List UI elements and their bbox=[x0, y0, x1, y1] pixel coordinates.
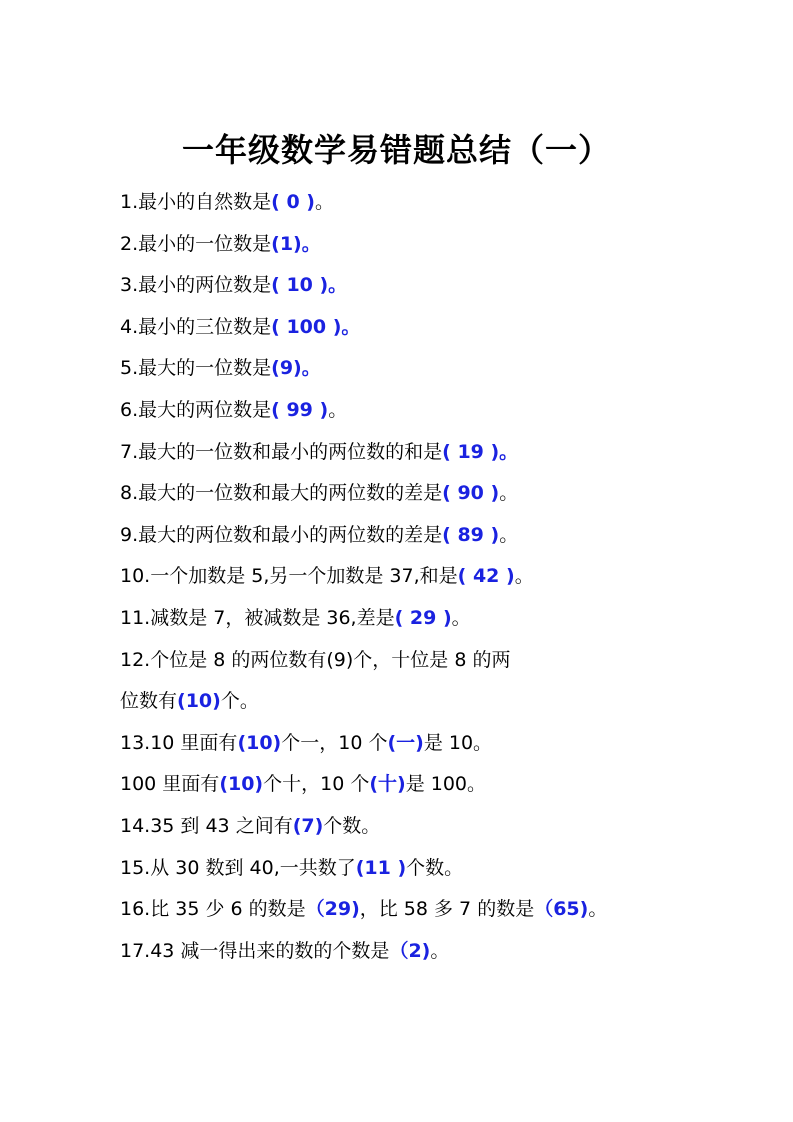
question-line bbox=[120, 432, 760, 474]
question-text: 。 bbox=[430, 939, 450, 962]
question-text: 2.最小的一位数是 bbox=[120, 232, 272, 255]
question-text: 13.10 里面有 bbox=[120, 731, 238, 754]
question-line bbox=[120, 806, 760, 848]
question-text: 位数有 bbox=[120, 690, 178, 713]
question-line bbox=[120, 307, 760, 349]
question-text: 17.43 减一得出来的数的个数是 bbox=[120, 939, 390, 962]
question-text: 14.35 到 43 之间有 bbox=[120, 814, 293, 837]
question-line bbox=[120, 182, 760, 224]
answer-text: (十) bbox=[369, 773, 406, 796]
answer-text: ( 90 ) bbox=[442, 482, 500, 505]
question-text: 3.最小的两位数是 bbox=[120, 274, 272, 297]
question-text: 。 bbox=[499, 482, 519, 505]
question-text: 。 bbox=[314, 191, 334, 213]
question-text: 。 bbox=[328, 398, 348, 421]
question-text: 6.最大的两位数是 bbox=[120, 398, 272, 421]
question-text: 。 bbox=[514, 565, 534, 588]
question-line bbox=[120, 848, 760, 890]
question-text: 8.最大的一位数和最大的两位数的差是 bbox=[120, 482, 443, 505]
answer-text: ( 89 ) bbox=[442, 523, 500, 546]
question-text: 个数。 bbox=[406, 856, 464, 879]
question-text: 11.减数是 7，被减数是 36,差是 bbox=[120, 606, 395, 629]
question-text: 10.一个加数是 5,另一个加数是 37,和是 bbox=[120, 565, 458, 588]
answer-text: (10) bbox=[219, 773, 264, 796]
question-text: 4.最小的三位数是 bbox=[120, 315, 272, 338]
question-line bbox=[120, 224, 760, 266]
question-text: 7.最大的一位数和最小的两位数的和是 bbox=[120, 440, 443, 463]
question-text: 个一，10 个 bbox=[281, 731, 388, 754]
answer-text: （2) bbox=[389, 939, 431, 962]
question-line bbox=[120, 265, 760, 307]
answer-text: （65) bbox=[534, 898, 589, 921]
question-text: 15.从 30 数到 40,一共数了 bbox=[120, 856, 356, 879]
question-text: 个。 bbox=[220, 690, 259, 713]
question-text: ，比 58 多 7 的数是 bbox=[359, 898, 535, 921]
question-text: 100 里面有 bbox=[120, 773, 220, 796]
question-line bbox=[120, 889, 760, 931]
question-line bbox=[120, 723, 760, 765]
question-line bbox=[120, 348, 760, 390]
answer-text: (一) bbox=[387, 731, 424, 754]
answer-text: (7) bbox=[292, 814, 324, 837]
question-line bbox=[120, 473, 760, 515]
answer-text: ( 100 )。 bbox=[271, 315, 361, 338]
question-text: 1.最小的自然数是 bbox=[120, 191, 272, 213]
question-line bbox=[120, 598, 760, 640]
answer-text: ( 19 )。 bbox=[442, 440, 519, 463]
answer-text: ( 42 ) bbox=[457, 565, 515, 588]
question-line bbox=[120, 556, 760, 598]
question-line bbox=[120, 764, 760, 806]
answer-text: (10) bbox=[237, 731, 282, 754]
question-text: 是 10。 bbox=[423, 731, 493, 754]
question-text: 个十，10 个 bbox=[263, 773, 370, 796]
question-text: 5.最大的一位数是 bbox=[120, 357, 272, 380]
question-line bbox=[120, 931, 760, 973]
question-text: 是 100。 bbox=[405, 773, 487, 796]
answer-text: ( 10 )。 bbox=[271, 274, 348, 297]
answer-text: ( 99 ) bbox=[271, 398, 329, 421]
question-text: 个数。 bbox=[323, 814, 381, 837]
answer-text: ( 29 ) bbox=[394, 606, 452, 629]
answer-text: ( 0 ) bbox=[271, 191, 315, 213]
question-list bbox=[120, 182, 760, 972]
answer-text: (9)。 bbox=[271, 357, 321, 380]
page-title: 一年级数学易错题总结（一） bbox=[181, 131, 611, 169]
question-text: 。 bbox=[499, 523, 519, 546]
answer-text: （29) bbox=[305, 898, 360, 921]
question-line bbox=[120, 515, 760, 557]
question-line bbox=[120, 390, 760, 432]
question-text: 9.最大的两位数和最小的两位数的差是 bbox=[120, 523, 443, 546]
question-text: 16.比 35 少 6 的数是 bbox=[120, 898, 306, 921]
question-line bbox=[120, 681, 760, 723]
question-text: 。 bbox=[451, 606, 471, 629]
question-line bbox=[120, 640, 760, 682]
answer-text: (11 ) bbox=[355, 856, 407, 879]
answer-text: (10) bbox=[177, 690, 221, 713]
question-text: 12.个位是 8 的两位数有(9)个，十位是 8 的两 bbox=[120, 648, 511, 671]
answer-text: (1)。 bbox=[271, 232, 321, 255]
question-text: 。 bbox=[588, 898, 608, 921]
